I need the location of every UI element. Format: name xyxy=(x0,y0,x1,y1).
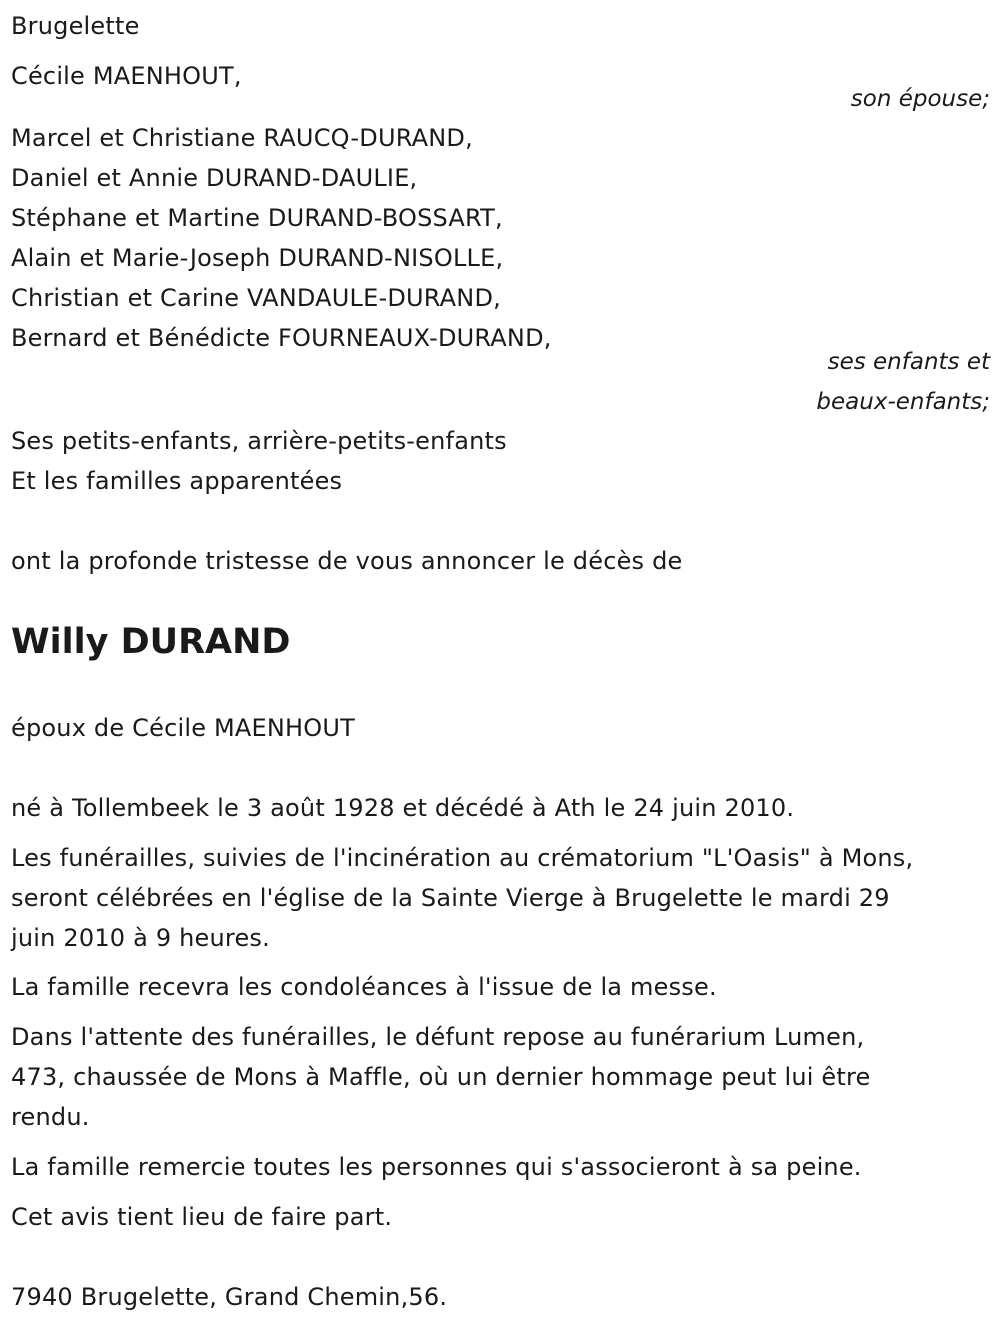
child-line: Stéphane et Martine DURAND-BOSSART, xyxy=(11,204,503,232)
repose-line: 473, chaussée de Mons à Maffle, où un dernier hommage peut lui être xyxy=(11,1063,871,1091)
child-line: Christian et Carine VANDAULE-DURAND, xyxy=(11,284,501,312)
birth-death-line: né à Tollembeek le 3 août 1928 et décédé à Ath le 24 juin 2010. xyxy=(11,794,795,822)
child-line: Daniel et Annie DURAND-DAULIE, xyxy=(11,164,418,192)
announcement-line: ont la profonde tristesse de vous annoncer le décès de xyxy=(11,547,683,575)
deceased-name: Willy DURAND xyxy=(11,622,291,662)
repose-line: rendu. xyxy=(11,1103,90,1131)
spouse-line: Cécile MAENHOUT, xyxy=(11,62,242,90)
children-role-line-1: ses enfants et xyxy=(827,349,990,375)
notice-line: Cet avis tient lieu de faire part. xyxy=(11,1203,393,1231)
family-line: Et les familles apparentées xyxy=(11,467,343,495)
funeral-line: juin 2010 à 9 heures. xyxy=(11,924,270,952)
funeral-line: seront célébrées en l'église de la Sainte Vierge à Brugelette le mardi 29 xyxy=(11,884,890,912)
family-line: Ses petits-enfants, arrière-petits-enfants xyxy=(11,427,507,455)
child-line: Alain et Marie-Joseph DURAND-NISOLLE, xyxy=(11,244,504,272)
child-line: Bernard et Bénédicte FOURNEAUX-DURAND, xyxy=(11,324,552,352)
spouse-of-line: époux de Cécile MAENHOUT xyxy=(11,714,356,742)
address-line: 7940 Brugelette, Grand Chemin,56. xyxy=(11,1283,448,1311)
children-role-line-2: beaux-enfants; xyxy=(816,389,990,415)
thanks-line: La famille remercie toutes les personnes qui s'associeront à sa peine. xyxy=(11,1153,862,1181)
funeral-line: Les funérailles, suivies de l'incinération au crématorium "L'Oasis" à Mons, xyxy=(11,844,914,872)
condolences-line: La famille recevra les condoléances à l'issue de la messe. xyxy=(11,973,717,1001)
repose-line: Dans l'attente des funérailles, le défunt repose au funérarium Lumen, xyxy=(11,1023,865,1051)
child-line: Marcel et Christiane RAUCQ-DURAND, xyxy=(11,124,473,152)
spouse-role: son épouse; xyxy=(850,86,990,112)
city-line: Brugelette xyxy=(11,12,140,40)
